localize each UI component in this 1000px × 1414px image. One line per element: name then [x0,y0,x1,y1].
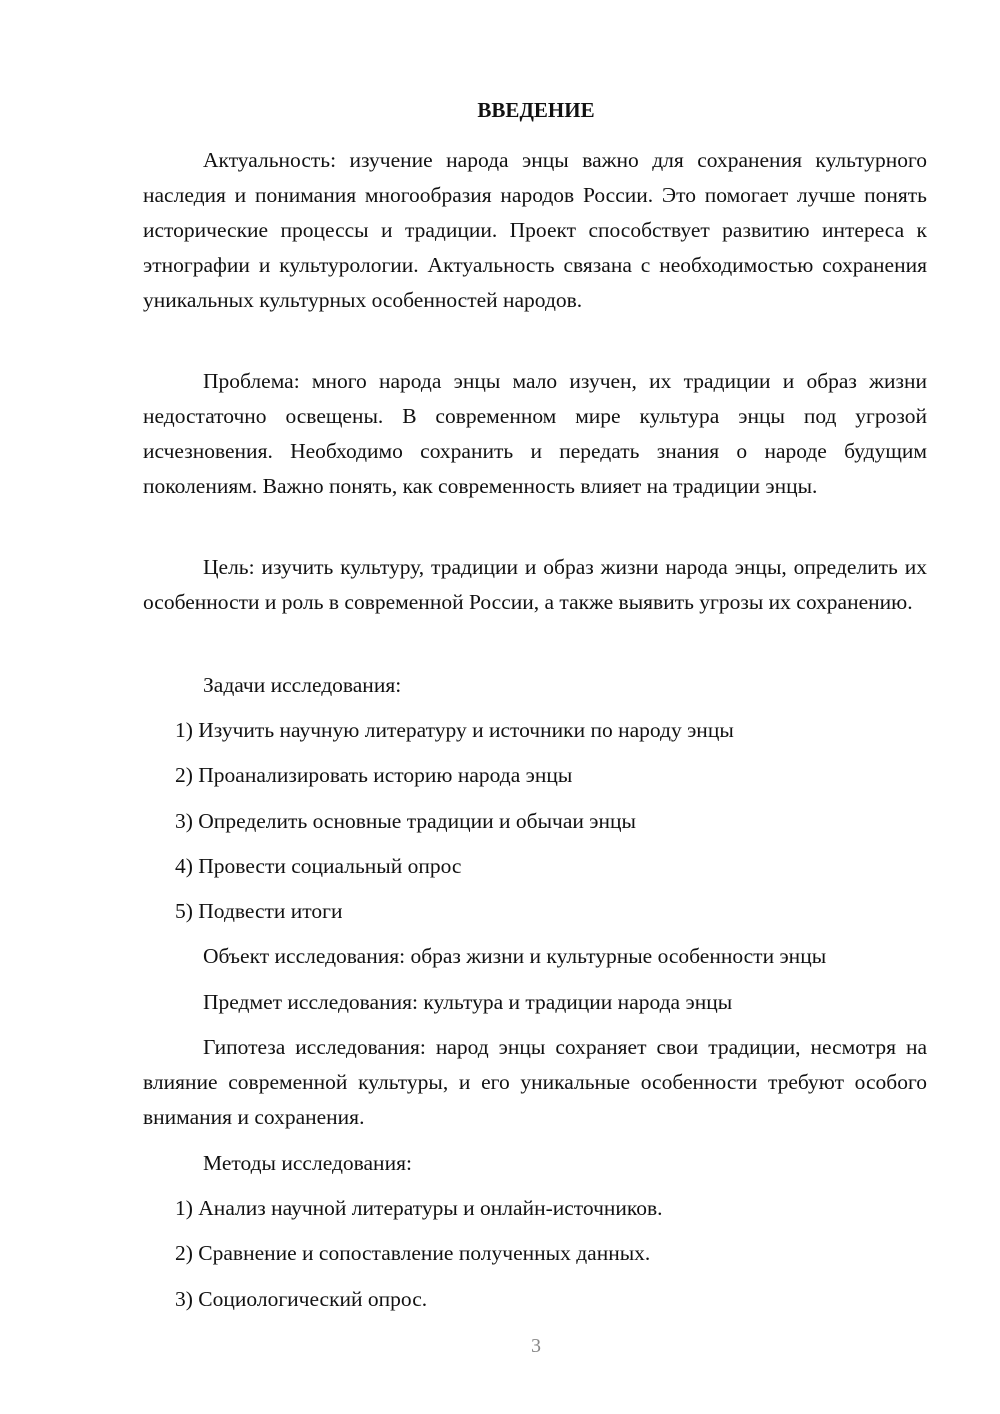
method-item: 3) Социологический опрос. [175,1287,428,1311]
method-item: 2) Сравнение и сопоставление полученных данных. [175,1241,651,1265]
hypothesis-paragraph: Гипотеза исследования: народ энцы сохраняет свои традиции, несмотря на влияние современной культуры, и его уникальные особенности требуют особого внимания и сохранения. [143,1035,927,1129]
task-item: 2) Проанализировать историю народа энцы [175,763,573,787]
tasks-heading: Задачи исследования: [203,673,402,697]
page-number: 3 [531,1335,541,1357]
task-item: 5) Подвести итоги [175,899,343,923]
object-line: Объект исследования: образ жизни и культурные особенности энцы [203,944,827,968]
method-item: 1) Анализ научной литературы и онлайн-источников. [175,1196,663,1220]
methods-heading: Методы исследования: [203,1151,412,1175]
task-item: 3) Определить основные традиции и обычаи энцы [175,809,636,833]
subject-line: Предмет исследования: культура и традиции народа энцы [203,990,733,1014]
section-title: ВВЕДЕНИЕ [477,98,595,122]
problem-paragraph: Проблема: много народа энцы мало изучен, их традиции и образ жизни недостаточно освещены. В современном мире культура энцы под угрозой исчезновения. Необходимо сохранить и передать знания о народе будущим поколениям. Важно понять, как современность влияет на традиции энцы. [143,369,927,498]
goal-paragraph: Цель: изучить культуру, традиции и образ жизни народа энцы, определить их особенности и роль в современной России, а также выявить угрозы их сохранению. [143,555,927,614]
task-item: 4) Провести социальный опрос [175,854,462,878]
relevance-paragraph: Актуальность: изучение народа энцы важно для сохранения культурного наследия и понимания многообразия народов России. Это помогает лучше понять исторические процессы и традиции. Проект способствует развитию интереса к этнографии и культурологии. Актуальность связана с необходимостью сохранения уникальных культурных особенностей народов. [143,148,927,312]
task-item: 1) Изучить научную литературу и источники по народу энцы [175,718,734,742]
